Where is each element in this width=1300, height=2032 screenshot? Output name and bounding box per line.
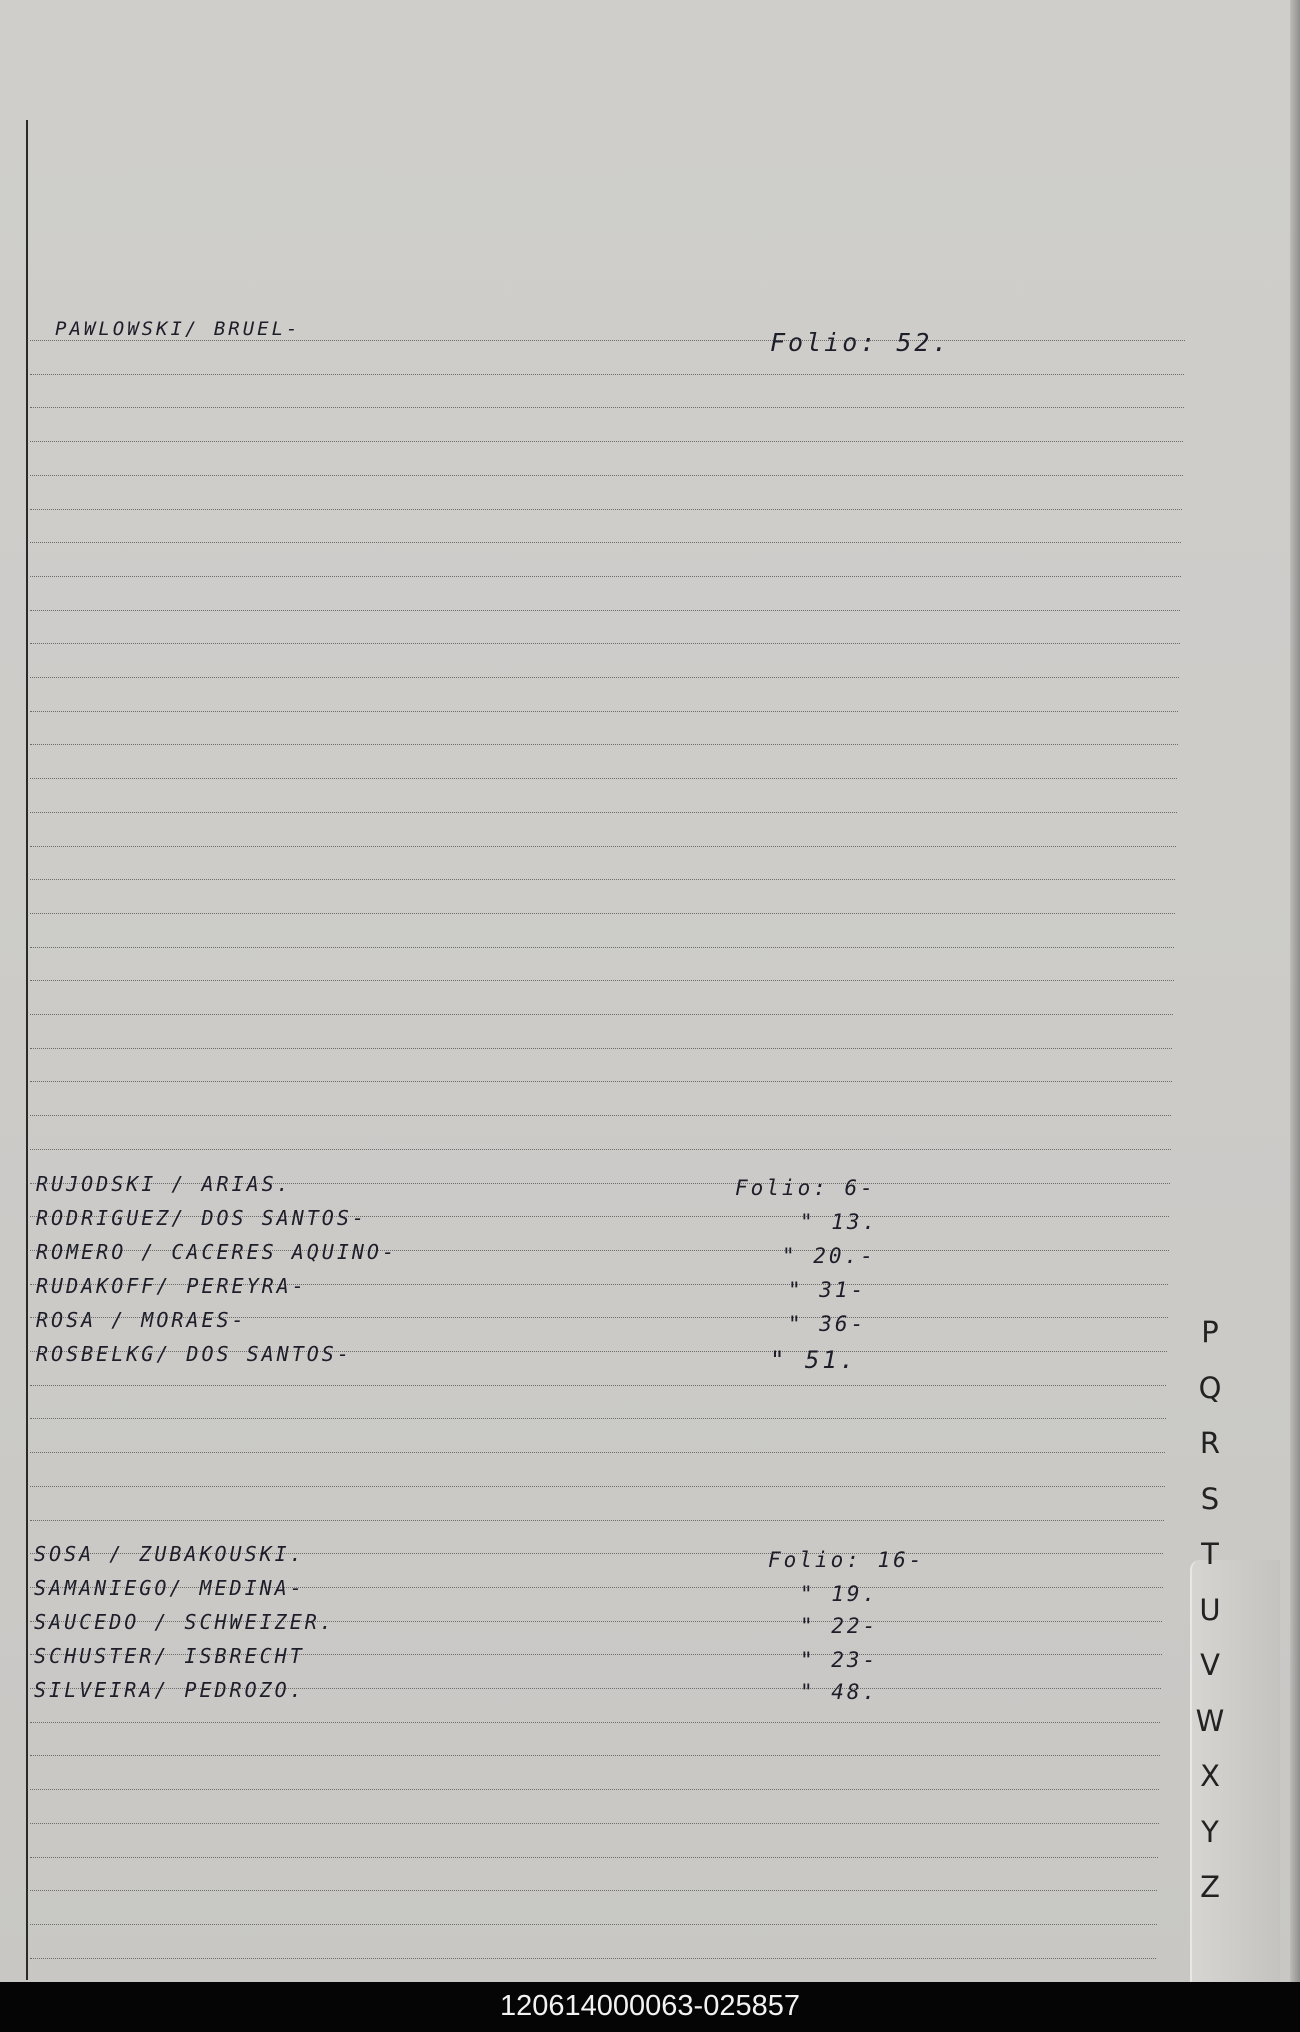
ruled-line [30,542,1181,543]
entry-folio: Folio: 16- [768,1548,925,1572]
index-tab-w: W [1195,1704,1225,1738]
entry-names: SILVEIRA/ PEDROZO. [34,1678,305,1702]
ruled-line [30,340,1185,341]
entry-names: SCHUSTER/ ISBRECHT [34,1644,305,1668]
entry-folio: " 19. [800,1582,879,1606]
ruled-line [30,1755,1160,1756]
entry-folio: " 20.- [782,1244,876,1268]
index-tab-x: X [1200,1759,1220,1793]
ruled-line [30,1857,1158,1858]
ruled-line [30,947,1174,948]
entry-folio: " 13. [800,1210,879,1234]
entry-names: PAWLOWSKI/ BRUEL- [55,318,301,340]
ruled-line [30,1452,1165,1453]
ruled-line [30,1924,1157,1925]
index-tab-p: P [1201,1315,1219,1349]
entry-names: RUDAKOFF/ PEREYRA- [36,1274,307,1298]
ruled-line [30,475,1183,476]
index-tab-v: V [1200,1648,1220,1682]
ruled-line [30,711,1178,712]
ruled-line [30,1486,1165,1487]
binding-margin-line [26,120,28,1980]
entry-names: ROSA / MORAES- [36,1308,247,1332]
ruled-line [30,576,1181,577]
entry-names: ROSBELKG/ DOS SANTOS- [36,1342,352,1366]
index-tab-y: Y [1201,1815,1219,1849]
ruled-line [30,1520,1164,1521]
index-tab-u: U [1199,1593,1221,1627]
ruled-line [30,1385,1166,1386]
index-tab-s: S [1200,1482,1220,1516]
index-tab-z: Z [1200,1870,1220,1904]
index-tab-q: Q [1198,1371,1222,1405]
ruled-line [30,1890,1157,1891]
ruled-line [30,980,1174,981]
ruled-line [30,407,1184,408]
ruled-line [30,1958,1156,1959]
ruled-line [30,610,1180,611]
entry-folio: Folio: 52. [770,328,951,357]
ruled-line [30,509,1182,510]
ruled-line [30,913,1175,914]
ruled-line [30,1789,1159,1790]
entry-folio: " 31- [788,1278,867,1302]
entry-folio: " 51. [770,1346,858,1374]
entry-names: ROMERO / CACERES AQUINO- [36,1240,397,1264]
ruled-line [30,1081,1172,1082]
ruled-line [30,846,1176,847]
ruled-line [30,374,1184,375]
entry-names: SOSA / ZUBAKOUSKI. [34,1542,305,1566]
image-id: 120614000063-025857 [500,1990,800,2022]
ruled-line [30,1149,1171,1150]
entry-folio: " 48. [800,1680,879,1704]
ruled-line [30,879,1175,880]
index-tab-t: T [1201,1537,1219,1571]
ruled-line [30,441,1183,442]
ruled-line [30,1418,1166,1419]
entry-names: SAUCEDO / SCHWEIZER. [34,1610,335,1634]
index-tab-r: R [1199,1426,1221,1460]
ruled-line [30,1048,1172,1049]
ruled-line [30,1014,1173,1015]
entry-names: RUJODSKI / ARIAS. [36,1172,292,1196]
ruled-line [30,744,1178,745]
entry-folio: Folio: 6- [735,1176,876,1200]
ruled-line [30,1722,1160,1723]
entry-folio: " 36- [788,1312,867,1336]
entry-folio: " 22- [800,1614,879,1638]
ruled-line [30,677,1179,678]
footer-bar [0,1982,1300,2032]
ruled-line [30,1115,1171,1116]
entry-folio: " 23- [800,1648,879,1672]
ruled-line [30,1823,1159,1824]
entry-names: RODRIGUEZ/ DOS SANTOS- [36,1206,367,1230]
alphabet-index-tabs [1185,1315,1280,1982]
entry-names: SAMANIEGO/ MEDINA- [34,1576,305,1600]
ruled-line [30,643,1180,644]
ruled-line [30,812,1177,813]
page-edge-shadow [1290,0,1300,1982]
ruled-line [30,778,1177,779]
